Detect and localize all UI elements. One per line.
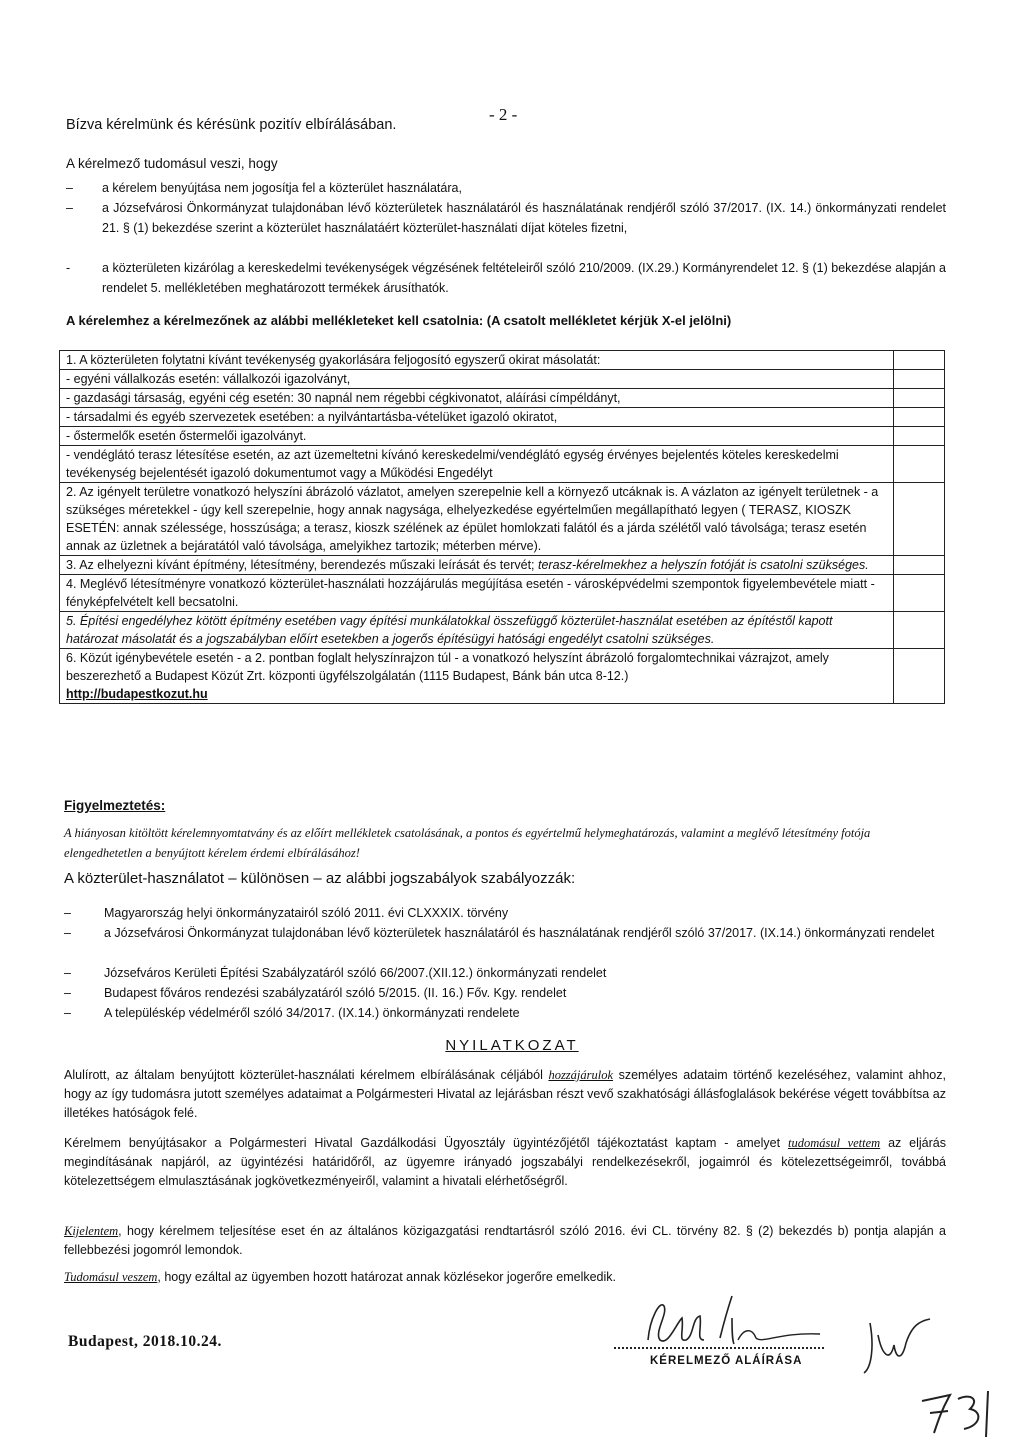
law-item: – Magyarország helyi önkormányzatairól szóló 2011. évi CLXXXIX. törvény: [64, 906, 509, 920]
law-item: – Budapest főváros rendezési szabályzatáról szóló 5/2015. (II. 16.) Főv. Kgy. rendelet: [64, 986, 567, 1000]
attachment-checkbox[interactable]: [894, 612, 945, 649]
requirement-2: 2. Az igényelt területre vonatkozó helyszíni ábrázoló vázlatot, amelyen szerepelnie kell a környező utcáknak is. A vázlaton az igényelt területnek - a szükséges méretekkel - úgy kell szerepelnie, hogy annak nagysága, elhelyezkedése egyértelműen megállapítható legyen ( TERASZ, KIOSZK ESETÉN: annak szélessége, hosszúsága; a terasz, kioszk szélének az épület homlokzati falától és a járda szélétől való távolsága; terasz esetén annak az üzletnek a bejáratától való távolsága, amelyikhez tartozik; méterben mérve).: [60, 483, 894, 556]
law-item: – A településkép védelméről szóló 34/2017. (IX.14.) önkormányzati rendelete: [64, 1006, 520, 1020]
requirement-6: 6. Közút igénybevétele esetén - a 2. pontban foglalt helyszínrajzon túl - a vonatkozó helyszínt ábrázoló forgalomtechnikai vázrajzot, amely beszerezhető a Budapest Közút Zrt. központi ügyfélszolgálatán (1115 Budapest, Bánk bán utca 8-12.) http://budapestkozut.hu: [60, 649, 894, 704]
requirement-1b: - gazdasági társaság, egyéni cég esetén: 30 napnál nem régebbi cégkivonatot, aláírási címpéldányt,: [60, 389, 894, 408]
signature-label: KÉRELMEZŐ ALÁÍRÁSA: [650, 1355, 803, 1367]
declaration-heading: NYILATKOZAT: [445, 1037, 579, 1054]
budapest-kozut-link[interactable]: http://budapestkozut.hu: [66, 687, 208, 701]
requirement-4: 4. Meglévő létesítményre vonatkozó közterület-használati hozzájárulás megújítása esetén - városképvédelmi szempontok figyelembevétele miatt - fényképfelvételt kell becsatolni.: [60, 575, 894, 612]
requirement-1a: - egyéni vállalkozás esetén: vállalkozói igazolványt,: [60, 370, 894, 389]
attachment-checkbox[interactable]: [894, 389, 945, 408]
handwritten-number-73: [912, 1385, 1002, 1440]
requirement-3: 3. Az elhelyezni kívánt építmény, létesítmény, berendezés műszaki leírását és tervét; terasz-kérelmekhez a helyszín fotóját is csatolni szükséges.: [60, 556, 894, 575]
table-row: [60, 408, 945, 427]
place-and-date: Budapest, 2018.10.24.: [68, 1333, 222, 1350]
table-row: [60, 649, 945, 704]
table-row: [60, 483, 945, 556]
laws-heading: A közterület-használatot – különösen – az alábbi jogszabályok szabályozzák:: [64, 870, 576, 887]
requirement-1c: - társadalmi és egyéb szervezetek esetében: a nyilvántartásba-vételüket igazoló okiratot,: [60, 408, 894, 427]
acknowledgement-item: – a Józsefvárosi Önkormányzat tulajdonában lévő közterületek használatáról és használatának rendjéről szóló 37/2017. (IX. 14.) önkormányzati rendelet 21. § (1) bekezdése szerint a közterület használatáért közterület-használati díjat köteles fizetni,: [66, 201, 946, 235]
attachment-checkbox[interactable]: [894, 575, 945, 612]
attachment-checkbox[interactable]: [894, 446, 945, 483]
table-row: [60, 370, 945, 389]
attachment-checkbox[interactable]: [894, 556, 945, 575]
attachment-checkbox[interactable]: [894, 351, 945, 370]
declaration-paragraph-information: Kérelmem benyújtásakor a Polgármesteri Hivatal Gazdálkodási Ügyosztály ügyintézőjétől tájékoztatást kaptam - amelyet tudomásul vettem az eljárás megindításának napjáról, az ügyintézési határidőről, az ügyemre irányadó jogszabályi rendelkezésekről, jogaimról és kötelezettségeimről, továbbá kötelezettségem elmulasztásának jogkövetkezményeiről, valamint a hivatali elérhetőségről.: [64, 1136, 946, 1188]
declaration-paragraph-acknowledge: Tudomásul veszem, hogy ezáltal az ügyemben hozott határozat annak közlésekor jogerőre emelkedik.: [64, 1270, 617, 1284]
intro-sentence: Bízva kérelmünk és kérésünk pozitív elbírálásában.: [66, 117, 397, 133]
requirement-1e: - vendéglátó terasz létesítése esetén, az azt üzemeltetni kívánó kereskedelmi/vendéglátó egység érvényes bejelentés köteles kereskedelmi tevékenység bejelentését igazoló dokumentumot vagy a Működési Engedélyt: [60, 446, 894, 483]
table-row: [60, 427, 945, 446]
acknowledgement-item: - a közterületen kizárólag a kereskedelmi tevékenységek végzésének feltételeiről szóló 210/2009. (IX.29.) Kormányrendelet 12. § (1) bekezdése alapján a rendelet 5. mellékletében meghatározott termékek árusíthatók.: [66, 261, 946, 295]
declaration-paragraph-waiver: Kijelentem, hogy kérelmem teljesítése eset én az általános közigazgatási rendtartásról szóló 2016. évi CL. törvény 82. § (2) bekezdés b) pontja alapján a fellebbezési jogomról lemondok.: [64, 1224, 946, 1257]
page-number: - 2 -: [489, 105, 518, 124]
acknowledgement-item: – a kérelem benyújtása nem jogosítja fel a közterület használatára,: [66, 181, 462, 195]
table-row: [60, 556, 945, 575]
table-row: [60, 612, 945, 649]
requirement-5: 5. Építési engedélyhez kötött építmény esetében vagy építési munkálatokkal összefüggő közterület-használat esetében az építéstől kapott határozat másolatát és a jogszabályban előírt esetekben a jogerős építésügyi hatósági engedélyt csatolni szükséges.: [60, 612, 894, 649]
acknowledgement-heading: A kérelmező tudomásul veszi, hogy: [66, 156, 278, 171]
requirement-1d: - őstermelők esetén őstermelői igazolványt.: [60, 427, 894, 446]
law-item: – a Józsefvárosi Önkormányzat tulajdonában lévő közterületek használatáról és használatának rendjéről szóló 37/2017. (IX.14.) önkormányzati rendelet: [64, 926, 935, 940]
table-row: [60, 389, 945, 408]
warning-heading: Figyelmeztetés:: [64, 798, 166, 813]
attachment-checkbox[interactable]: [894, 370, 945, 389]
attachments-table: [59, 350, 945, 704]
attachment-checkbox[interactable]: [894, 408, 945, 427]
table-row: [60, 575, 945, 612]
table-row: [60, 351, 945, 370]
table-row: [60, 446, 945, 483]
applicant-signature: [620, 1288, 840, 1358]
attachment-checkbox[interactable]: [894, 427, 945, 446]
requirement-1: 1. A közterületen folytatni kívánt tevékenység gyakorlására feljogosító egyszerű okirat másolatát:: [60, 351, 894, 370]
initials-signature: [860, 1315, 940, 1380]
law-item: – Józsefváros Kerületi Építési Szabályzatáról szóló 66/2007.(XII.12.) önkormányzati rendelet: [64, 966, 607, 980]
warning-text: A hiányosan kitöltött kérelemnyomtatvány és az előírt mellékletek csatolásának, a pontos és egyértelmű helymeghatározás, valamint a meglévő létesítmény fotója elengedhetetlen a benyújtott kérelem érdemi elbírálásához!: [64, 826, 871, 860]
attachment-checkbox[interactable]: [894, 649, 945, 704]
declaration-paragraph-consent: Alulírott, az általam benyújtott közterület-használati kérelmem elbírálásának céljából hozzájárulok személyes adataim történő kezeléséhez, valamint ahhoz, hogy az így tudomásra jutott személyes adataimat a Polgármesteri Hivatal az lejárásban részt vevő szakhatósági állásfoglalások bekérése végett továbbítsa az illetékes hatóságok felé.: [64, 1068, 946, 1120]
attachments-intro: A kérelemhez a kérelmezőnek az alábbi mellékleteket kell csatolnia: (A csatolt mellékletet kérjük X-el jelölni): [66, 313, 732, 328]
attachment-checkbox[interactable]: [894, 483, 945, 556]
